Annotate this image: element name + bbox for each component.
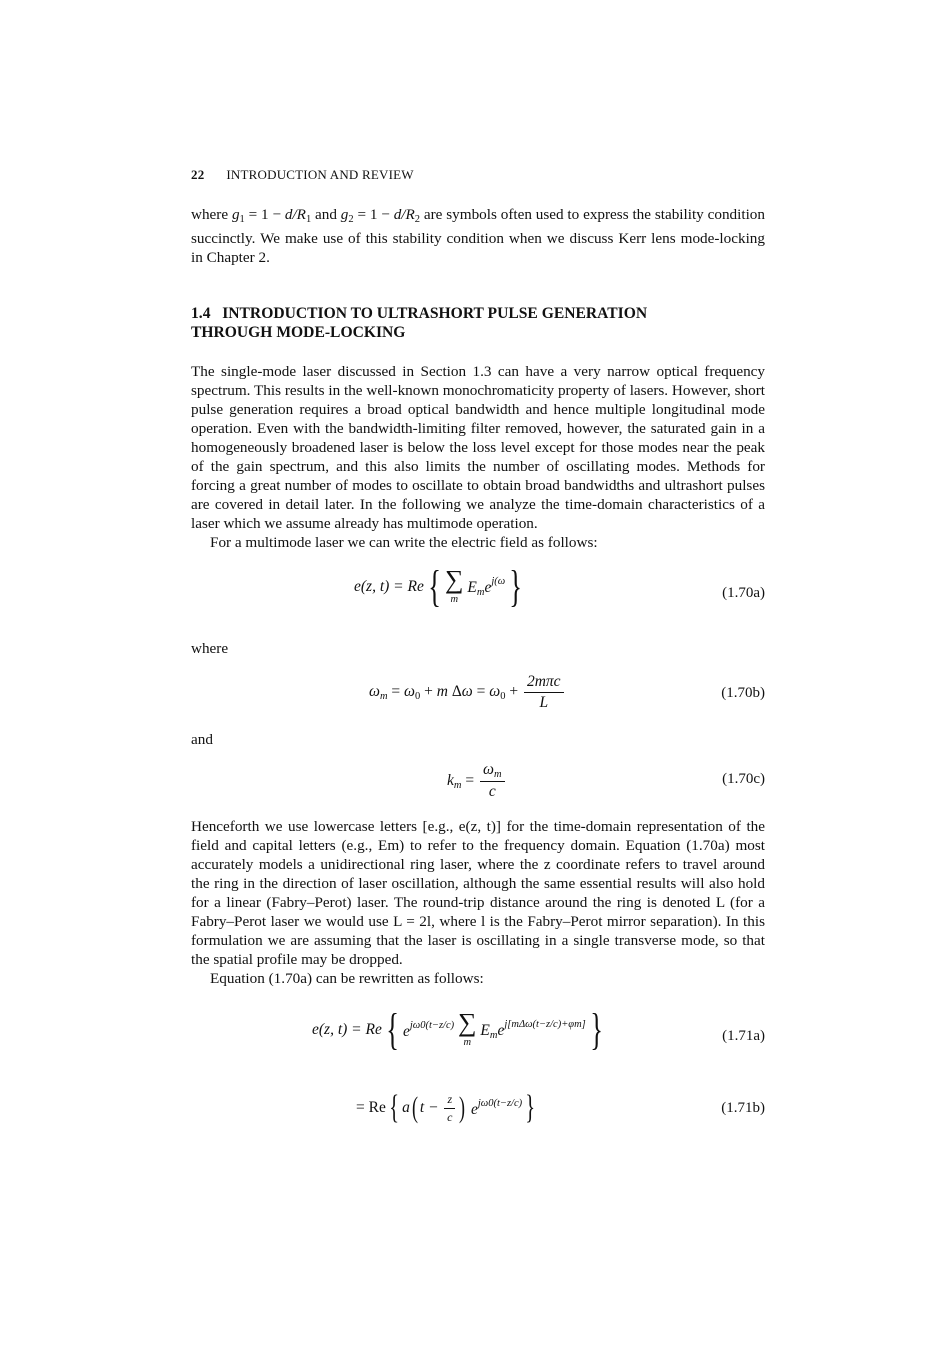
paragraph-1: The single-mode laser discussed in Section 1.3 can have a very narrow optical frequency spectrum. This results in the well-known monochromaticity property of lasers. However, short pulse generation requires a broad optical bandwidth and hence multiple longitudinal mode operation. Even with the bandwidth-limiting filter removed, however, the saturated gain in a homogeneously broadened laser is below the loss level except for those modes near the peak of the gain spectrum, and this also limits the number of oscillating modes. Methods for forcing a great number of modes to oscillate to obtain broad bandwidths and ultrashort pulses are covered in detail later. In the following we analyze the time-domain characteristics of a laser which we assume already has multimode operation. For a multimode laser we can write the electric field as follows: — [191, 363, 765, 551]
paragraph-4: Equation (1.70a) can be rewritten as follows: — [210, 970, 484, 987]
running-title: INTRODUCTION AND REVIEW — [226, 167, 414, 182]
section-title-line1: INTRODUCTION TO ULTRASHORT PULSE GENERATION — [222, 305, 648, 322]
page-number: 22 — [191, 167, 205, 182]
equation-number: (1.70b) — [721, 685, 765, 701]
section-number: 1.4 — [191, 305, 211, 322]
paragraph-3: Henceforth we use lowercase letters [e.g., e(z, t)] for the time-domain representation of the field and capital letters (e.g., Em) to refer to the frequency domain. Equation (1.70a) most accurately models a unidirectional ring laser, where the z coordinate refers to travel around the ring in the direction of laser oscillation, although the same essential results will also hold for a linear (Fabry–Perot) laser. The round-trip distance around the ring is denoted L (for a Fabry–Perot laser we would use L = 2l, where l is the Fabry–Perot mirror separation). In this formulation we are assuming that the laser is oscillating in a single transverse mode, so that the spatial profile may be dropped. Equation (1.70a) can be rewritten as follows: — [191, 818, 765, 987]
equation-1-70c: $k_m$ = $\frac{\omega_m}{c}$ (1.70c) — [447, 761, 765, 800]
equation-number: (1.71b) — [721, 1100, 765, 1116]
and-label: and — [191, 731, 213, 748]
intro-paragraph: where $g_1 = 1 - d/R_1$ and $g_2 = 1 - d/R_2$ are symbols often used to express the stability condition succinctly. We make use of this stability condition when we discuss Kerr lens mode-locking in Chapter 2. — [191, 206, 765, 266]
equation-1-71a: e(z, t) = Re{ $e^{j\omega 0(t-z/c)}$ ∑ m $E_me^{j[m\Delta\omega(t-z/c)+\varphi m]}$} (1.71a) — [312, 1005, 765, 1054]
where-label: where — [191, 640, 229, 657]
section-title-line2: THROUGH MODE-LOCKING — [191, 324, 406, 341]
equation-1-70a: e(z, t) = Re{ ∑ m $E_me^{j(\omega}$} (1.70a) — [354, 562, 765, 611]
equation-1-71b: = Re{ a( t − $\frac{z}{c}$ ) $e^{j\omega 0(t-z/c)}$} (1.71b) — [356, 1089, 765, 1126]
section-heading — [191, 304, 647, 342]
equation-1-70b: $\omega_m = \omega_0 + m$ $\Delta\omega = \omega_0$ + $\frac{\text{2mπc}}{L}$ (1.70b) — [369, 673, 765, 711]
equation-number: (1.70a) — [722, 585, 765, 601]
equation-number: (1.70c) — [722, 771, 765, 787]
equation-number: (1.71a) — [722, 1028, 765, 1044]
paragraph-2: For a multimode laser we can write the electric field as follows: — [210, 534, 598, 551]
running-head — [191, 167, 414, 183]
